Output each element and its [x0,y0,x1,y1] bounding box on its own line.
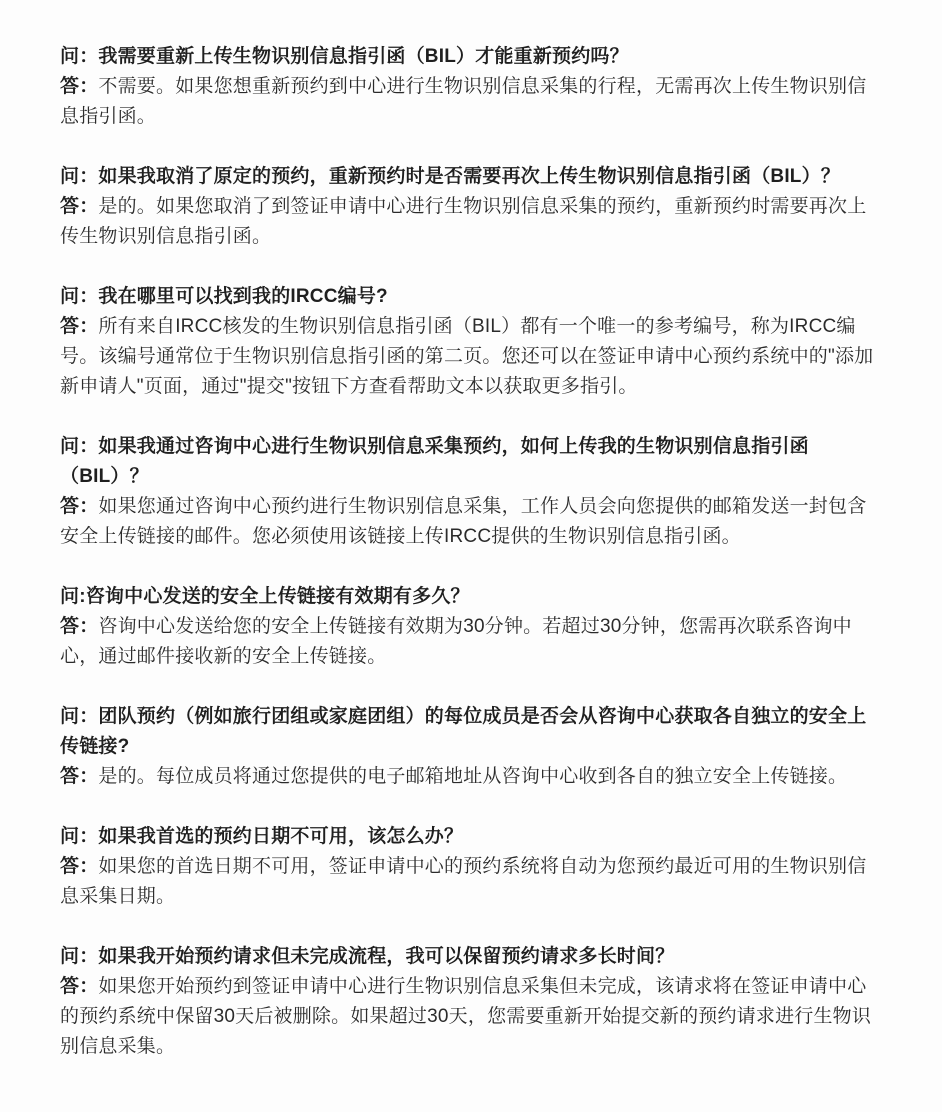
question-label: 问： [60,706,99,727]
faq-answer [60,612,884,672]
answer-text: 是的。如果您取消了到签证申请中心进行生物识别信息采集的预约，重新预约时需要再次上传生物识别信息指引函。 [60,196,867,247]
faq-item [60,162,884,252]
faq-question [60,42,884,72]
faq-answer [60,762,884,792]
faq-question [60,432,884,492]
faq-item [60,822,884,912]
faq-answer [60,492,884,552]
question-text: 如果我通过咨询中心进行生物识别信息采集预约，如何上传我的生物识别信息指引函（BIL）？ [60,436,809,487]
faq-item [60,942,884,1062]
faq-question [60,162,884,192]
question-text: 我需要重新上传生物识别信息指引函（BIL）才能重新预约吗？ [98,46,629,67]
answer-label: 答： [60,316,99,337]
question-text: 如果我取消了原定的预约，重新预约时是否需要再次上传生物识别信息指引函（BIL）？ [98,166,841,187]
faq-answer [60,312,884,402]
faq-item [60,702,884,792]
question-label: 问： [60,286,99,307]
answer-text: 如果您开始预约到签证申请中心进行生物识别信息采集但未完成，该请求将在签证申请中心的预约系统中保留30天后被删除。如果超过30天，您需要重新开始提交新的预约请求进行生物识别信息采集。 [60,976,872,1057]
faq-question [60,702,884,762]
faq-question [60,282,884,312]
answer-text: 不需要。如果您想重新预约到中心进行生物识别信息采集的行程，无需再次上传生物识别信息指引函。 [60,76,867,127]
question-text: 咨询中心发送的安全上传链接有效期有多久？ [85,586,470,607]
faq-answer [60,972,884,1062]
faq-answer [60,852,884,912]
question-label: 问: [60,586,86,607]
question-label: 问： [60,166,99,187]
faq-answer [60,72,884,132]
faq-question [60,822,884,852]
answer-label: 答： [60,76,99,97]
question-label: 问： [60,826,99,847]
faq-question [60,582,884,612]
answer-label: 答： [60,856,99,877]
question-label: 问： [60,946,99,967]
answer-label: 答： [60,496,99,517]
answer-label: 答： [60,766,99,787]
faq-question [60,942,884,972]
answer-text: 是的。每位成员将通过您提供的电子邮箱地址从咨询中心收到各自的独立安全上传链接。 [98,766,848,787]
faq-answer [60,192,884,252]
answer-label: 答： [60,196,99,217]
question-text: 团队预约（例如旅行团组或家庭团组）的每位成员是否会从咨询中心获取各自独立的安全上传链接? [60,706,867,757]
faq-item [60,42,884,132]
faq-item [60,282,884,402]
answer-text: 所有来自IRCC核发的生物识别信息指引函（BIL）都有一个唯一的参考编号，称为IRCC编号。该编号通常位于生物识别信息指引函的第二页。您还可以在签证申请中心预约系统中的"添加新申请人"页面，通过"提交"按钮下方查看帮助文本以获取更多指引。 [60,316,874,397]
answer-label: 答： [60,616,99,637]
answer-text: 咨询中心发送给您的安全上传链接有效期为30分钟。若超过30分钟，您需再次联系咨询中心，通过邮件接收新的安全上传链接。 [60,616,852,667]
question-label: 问： [60,46,99,67]
faq-item [60,432,884,552]
question-text: 如果我开始预约请求但未完成流程，我可以保留预约请求多长时间？ [98,946,675,967]
question-text: 如果我首选的预约日期不可用，该怎么办？ [98,826,464,847]
answer-text: 如果您的首选日期不可用，签证申请中心的预约系统将自动为您预约最近可用的生物识别信息采集日期。 [60,856,867,907]
faq-item [60,582,884,672]
question-text: 我在哪里可以找到我的IRCC编号? [98,286,388,307]
question-label: 问： [60,436,99,457]
answer-label: 答： [60,976,99,997]
answer-text: 如果您通过咨询中心预约进行生物识别信息采集，工作人员会向您提供的邮箱发送一封包含安全上传链接的邮件。您必须使用该链接上传IRCC提供的生物识别信息指引函。 [60,496,867,547]
